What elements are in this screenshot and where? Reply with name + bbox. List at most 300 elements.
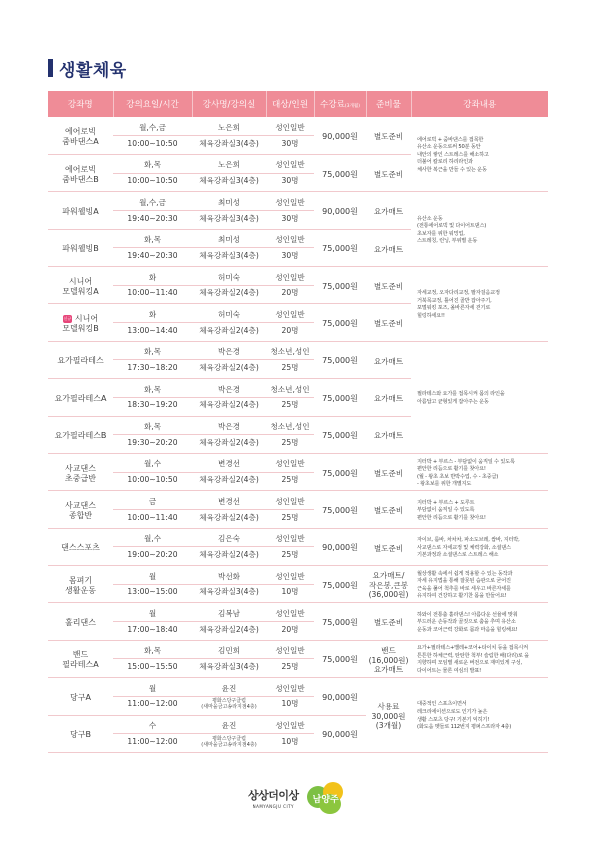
class-time-line: 19:00~20:20 [127, 549, 178, 559]
class-room [192, 584, 266, 603]
class-name-line: 에어로빅 [65, 164, 96, 174]
class-description [411, 117, 548, 192]
class-name [48, 491, 113, 528]
class-room-line: 체육강좌실3(4층) [199, 250, 259, 260]
table-row [48, 491, 548, 510]
class-capacity-line: 30명 [281, 213, 299, 223]
class-teacher [192, 229, 266, 248]
class-name-line: 요가필라테스 [57, 356, 104, 366]
class-fee [314, 491, 366, 528]
class-description-line: (월 - 왕초 초보 반박수업, 수 - 초중급) [417, 473, 499, 480]
class-capacity [266, 435, 314, 454]
class-teacher [192, 416, 266, 435]
class-room [192, 472, 266, 491]
table-row [48, 678, 548, 697]
class-target-line: 성인일반 [275, 683, 305, 693]
class-description-line: 자세교정, 오자다리교정, 팔자걸음교정 [417, 290, 500, 297]
class-days [113, 304, 192, 323]
class-capacity [266, 734, 314, 753]
class-teacher-line: 변경선 [217, 496, 240, 506]
class-fee [314, 603, 366, 640]
class-room-line: 평화스당구클럽 [212, 698, 246, 705]
class-fee-line: 75,000원 [322, 431, 358, 441]
class-target [266, 229, 314, 248]
class-description-line: 포멀워킹 포즈, 올바른자세 걷기로 [417, 305, 491, 312]
class-time [113, 435, 192, 454]
class-description-line: 요가+필라테스+밸레+코어+타이치 등을 접목시켜 [417, 645, 528, 652]
class-fee [314, 304, 366, 341]
class-capacity-line: 20명 [281, 288, 299, 298]
class-fee-line: 90,000원 [322, 543, 358, 553]
class-fee [314, 379, 366, 416]
section-title [48, 58, 127, 81]
class-fee-line: 75,000원 [322, 281, 358, 291]
class-name-line: 모델워킹A [62, 286, 99, 296]
class-days-line: 화,목 [143, 422, 162, 432]
class-name-line: 시니어 [74, 314, 99, 324]
class-capacity-line: 25명 [281, 475, 299, 485]
class-description-line: 편안한 리듬으로 활기를 찾아요! [417, 466, 486, 473]
class-room [192, 435, 266, 454]
class-name-line: 파워웰빙B [62, 244, 99, 254]
title-bar [48, 59, 53, 77]
class-name [48, 154, 113, 191]
class-fee-line: 75,000원 [322, 244, 358, 254]
class-teacher-line: 노은희 [217, 122, 240, 132]
class-room [192, 734, 266, 753]
class-teacher [192, 154, 266, 173]
class-capacity-line: 25명 [281, 363, 299, 373]
table-row [48, 267, 548, 286]
class-target [266, 528, 314, 547]
namyangju-logo-text: 남양주 [312, 795, 339, 805]
class-fee [314, 640, 366, 677]
header-fee [314, 91, 366, 117]
class-name-line: 사교댄스 [65, 463, 96, 473]
class-time-line: 19:30~20:20 [127, 437, 178, 447]
class-target-line: 성인일반 [275, 459, 305, 469]
class-room [192, 323, 266, 342]
class-time-line: 19:40~20:30 [127, 213, 178, 223]
class-description-line: 레크리에이션으로도 인기가 높은 [417, 708, 488, 715]
class-capacity-line: 10명 [281, 587, 299, 597]
city-slogan-sub: NAMYANGJU CITY [252, 804, 295, 809]
class-fee-line: 75,000원 [322, 169, 358, 179]
class-time [113, 584, 192, 603]
class-capacity-line: 25명 [281, 662, 299, 672]
class-description-line: 지터박 + 부르스 + 도루트 [417, 499, 475, 506]
class-description-line: 하와이 전통춤 훌라댄스! 아름다운 선율에 맞춰 [417, 611, 518, 618]
class-name [48, 715, 113, 752]
class-days-line: 화 [148, 272, 157, 282]
city-slogan-logo [248, 787, 299, 809]
class-prep-line: 별도준비 [373, 319, 404, 329]
class-fee [314, 528, 366, 565]
class-target [266, 192, 314, 211]
class-description [411, 341, 548, 453]
class-teacher [192, 640, 266, 659]
class-target [266, 267, 314, 286]
class-capacity-line: 25명 [281, 512, 299, 522]
class-time [113, 248, 192, 267]
table-row [48, 528, 548, 547]
class-name-line: 요가필라테스A [54, 393, 107, 403]
billiards-prep [366, 678, 411, 753]
class-name-line: 요가필라테스B [54, 431, 107, 441]
class-time [113, 547, 192, 566]
class-days [113, 453, 192, 472]
class-teacher [192, 528, 266, 547]
class-room-line: 체육강좌실2(4층) [199, 475, 259, 485]
class-target-line: 성인일반 [275, 272, 305, 282]
class-capacity [266, 509, 314, 528]
class-name-line: 모델워킹B [62, 324, 99, 334]
class-name [48, 603, 113, 640]
class-time-line: 13:00~15:00 [127, 587, 178, 597]
class-target [266, 566, 314, 585]
class-room [192, 509, 266, 528]
class-time [113, 360, 192, 379]
class-days [113, 154, 192, 173]
class-target-line: 성인일반 [275, 160, 305, 170]
billiards-prep-line: (3개월) [375, 721, 402, 731]
class-fee-line: 75,000원 [322, 468, 358, 478]
class-teacher-line: 노은희 [217, 160, 240, 170]
class-capacity [266, 584, 314, 603]
header-time: 강의요일/시간 [113, 91, 192, 117]
class-fee-line: 75,000원 [322, 618, 358, 628]
class-name [48, 416, 113, 453]
class-prep [366, 304, 411, 341]
class-days [113, 117, 192, 136]
class-room-line: 체육강좌실3(4층) [199, 662, 259, 672]
class-target-line: 성인일반 [275, 721, 305, 731]
class-description-line: 근육을 풀어 척추를 바로 세우고 바른자세를 [417, 585, 511, 592]
class-target [266, 453, 314, 472]
class-fee [314, 267, 366, 304]
class-target-line: 성인일반 [275, 122, 305, 132]
class-description [411, 192, 548, 267]
class-target-line: 성인일반 [275, 608, 305, 618]
class-teacher [192, 603, 266, 622]
class-description-line: - 왕초보를 위한 개별지도 [417, 481, 472, 488]
class-description-line: 대중적인 스포츠이면서 [417, 701, 467, 708]
class-teacher-line: 최미성 [217, 235, 240, 245]
class-time [113, 696, 192, 715]
class-teacher-line: 박은경 [217, 384, 240, 394]
class-name [48, 678, 113, 715]
class-target [266, 341, 314, 360]
class-room [192, 285, 266, 304]
table-row [48, 566, 548, 585]
class-prep [366, 154, 411, 191]
city-slogan-text: 상상더이상 [248, 789, 299, 802]
class-room-line: (새마을금고송라지점4층) [201, 741, 257, 748]
class-time [113, 397, 192, 416]
class-time-line: 10:00~10:50 [127, 138, 178, 148]
class-room-line: (새마을금고송라지점4층) [201, 704, 257, 711]
class-capacity [266, 659, 314, 678]
class-time-line: 10:00~11:40 [127, 512, 178, 522]
class-name [48, 566, 113, 603]
class-time-line: 10:00~11:40 [127, 288, 178, 298]
footer-logos [248, 778, 347, 818]
class-target [266, 715, 314, 734]
class-fee [314, 566, 366, 603]
class-room-line: 체육강좌실2(4층) [199, 512, 259, 522]
class-description-line: 필라테스와 요가를 접목시켜 몸의 라인을 [417, 391, 505, 398]
class-target-line: 청소년,성인 [270, 422, 310, 432]
class-time [113, 472, 192, 491]
class-room-line: 체육강좌실3(4층) [199, 138, 259, 148]
class-name-line: 파워웰빙A [62, 206, 99, 216]
class-description-line: 지터박 + 부르스 - 부담없이 움직일 수 있도록 [417, 458, 515, 465]
class-fee [314, 453, 366, 490]
class-days-line: 월,수 [143, 534, 162, 544]
class-target [266, 603, 314, 622]
class-name [48, 267, 113, 304]
class-name [48, 117, 113, 154]
class-teacher [192, 453, 266, 472]
table-row [48, 192, 548, 211]
class-target-line: 성인일반 [275, 646, 305, 656]
class-room-line: 체육강좌실2(4층) [199, 549, 259, 559]
class-target [266, 678, 314, 697]
class-name-line: 당구B [70, 730, 91, 740]
class-prep-line: 별도준비 [373, 281, 404, 291]
class-description-line: 생활 스포츠 당구! 기본기 익히기! [417, 716, 490, 723]
class-description-line: 힐링하세요!! [417, 312, 445, 319]
class-fee-line: 90,000원 [322, 206, 358, 216]
class-room-line: 체육강좌실2(4층) [199, 288, 259, 298]
class-room-line: 체육강좌실2(4층) [199, 437, 259, 447]
table-row [48, 640, 548, 659]
class-description-line: 유산소 운동 [417, 215, 443, 222]
class-fee-line: 75,000원 [322, 655, 358, 665]
class-target-line: 성인일반 [275, 309, 305, 319]
class-prep [366, 341, 411, 378]
class-teacher [192, 678, 266, 697]
class-teacher-line: 최미성 [217, 197, 240, 207]
class-days-line: 화,목 [143, 384, 162, 394]
class-days [113, 603, 192, 622]
class-capacity [266, 248, 314, 267]
class-days [113, 341, 192, 360]
class-teacher-line: 변경선 [217, 459, 240, 469]
class-room-line: 체육강좌실2(4층) [199, 363, 259, 373]
class-days [113, 416, 192, 435]
page-title: 생활체육 [59, 60, 127, 81]
class-days-line: 월,수,금 [139, 197, 166, 207]
table-body [48, 117, 548, 752]
class-name-line: 종합반 [68, 510, 93, 520]
class-fee [314, 341, 366, 378]
class-description [411, 640, 548, 677]
class-prep [366, 528, 411, 565]
class-prep-line: 별도준비 [373, 169, 404, 179]
class-days [113, 678, 192, 697]
class-name-line: 줌바댄스B [62, 174, 99, 184]
billiards-prep-line: 사용료 [377, 702, 400, 712]
class-description [411, 453, 548, 490]
class-capacity [266, 136, 314, 155]
class-name [48, 229, 113, 266]
class-name-line: 생활운동 [65, 585, 96, 595]
class-fee-line: 75,000원 [322, 356, 358, 366]
class-days [113, 528, 192, 547]
class-prep-line: 요가매트 [373, 665, 404, 675]
class-time-line: 11:00~12:00 [127, 699, 178, 709]
class-name-line: 초중급반 [65, 473, 96, 483]
class-teacher-line: 김복남 [217, 608, 240, 618]
class-days-line: 화 [148, 309, 157, 319]
class-teacher-line: 윤진 [221, 721, 237, 731]
class-days [113, 192, 192, 211]
class-description-line: 초보자를 위한 워밍업, [417, 230, 465, 237]
header-desc: 강좌내용 [411, 91, 548, 117]
class-time [113, 323, 192, 342]
class-target-line: 청소년,성인 [270, 384, 310, 394]
class-teacher [192, 566, 266, 585]
class-days-line: 월 [148, 571, 157, 581]
class-capacity-line: 25명 [281, 437, 299, 447]
class-name [48, 341, 113, 378]
class-days-line: 금 [148, 496, 157, 506]
class-name [48, 192, 113, 229]
class-name-line: 줌바댄스A [62, 136, 99, 146]
class-description-line: 내안의 쌓인 스트레스를 해소하고 [417, 151, 489, 158]
class-prep-line: 요가매트 [373, 431, 404, 441]
class-teacher-line: 김민희 [217, 646, 240, 656]
class-fee [314, 416, 366, 453]
class-capacity [266, 323, 314, 342]
class-prep [366, 566, 411, 603]
class-fee-line: 75,000원 [322, 505, 358, 515]
class-fee [314, 117, 366, 154]
class-capacity [266, 360, 314, 379]
class-prep [366, 229, 411, 266]
class-room [192, 248, 266, 267]
table-row [48, 341, 548, 360]
class-description-line: 에어로빅 + 줌바댄스를 접목한 [417, 136, 484, 143]
class-target-line: 성인일반 [275, 496, 305, 506]
class-room-line: 체육강좌실3(4층) [199, 213, 259, 223]
table-row [48, 117, 548, 136]
class-description-line: 유지하여 건강하고 활기찬 몸을 만들어요! [417, 593, 507, 600]
class-target [266, 304, 314, 323]
class-time [113, 210, 192, 229]
class-fee [314, 154, 366, 191]
class-teacher [192, 192, 266, 211]
class-teacher-line: 박은경 [217, 422, 240, 432]
class-days-line: 월,수 [143, 459, 162, 469]
class-teacher-line: 허미숙 [217, 309, 240, 319]
class-capacity-line: 10명 [281, 736, 299, 746]
class-prep [366, 491, 411, 528]
class-name-line: 댄스스포츠 [61, 543, 100, 553]
class-name-line: 에어로빅 [65, 126, 96, 136]
class-time-line: 15:00~15:50 [127, 662, 178, 672]
class-description-line: 자세 유지법을 통해 잘못된 습관으로 굳어진 [417, 578, 511, 585]
class-description-line: 부담없이 움직일 수 있도록 [417, 507, 475, 514]
class-description-line: (화도읍 멧들로 112번지 평퍼스프라자 4층) [417, 724, 512, 731]
class-room [192, 210, 266, 229]
class-days [113, 229, 192, 248]
class-days-line: 화,목 [143, 235, 162, 245]
class-capacity-line: 30명 [281, 176, 299, 186]
new-badge-icon: 신규 [63, 315, 72, 321]
class-room [192, 696, 266, 715]
class-prep-line: 밴드 [381, 646, 396, 656]
class-room [192, 173, 266, 192]
class-capacity-line: 10명 [281, 699, 299, 709]
class-prep [366, 453, 411, 490]
class-target-line: 성인일반 [275, 571, 305, 581]
class-name-line: 필라테스A [62, 660, 99, 670]
class-name-line: 당구A [70, 692, 91, 702]
class-target [266, 491, 314, 510]
class-capacity-line: 25명 [281, 400, 299, 410]
class-description-line: 체사한 복근을 만들 수 있는 운동 [417, 166, 487, 173]
table-row [48, 603, 548, 622]
class-capacity-line: 30명 [281, 138, 299, 148]
class-capacity-line: 20명 [281, 624, 299, 634]
class-prep [366, 117, 411, 154]
class-days [113, 267, 192, 286]
class-capacity [266, 472, 314, 491]
class-room [192, 547, 266, 566]
class-name-line: 훌리댄스 [65, 618, 96, 628]
class-description-line: 튼튼한 하체근력, 탄탄한 척부! 슬림한 배(다리)로 을 [417, 652, 529, 659]
class-time [113, 659, 192, 678]
class-target [266, 117, 314, 136]
class-days-line: 화,목 [143, 160, 162, 170]
class-description-line: 부드러운 손동작과 골짓으로 춤을 추며 유산소 [417, 619, 516, 626]
class-prep-line: 별도준비 [373, 132, 404, 142]
class-days-line: 월,수,금 [139, 122, 166, 132]
table-row [48, 453, 548, 472]
class-description-line: 편안한 리듬으로 활기를 찾아요! [417, 514, 486, 521]
class-prep-line: 요가매트 [373, 356, 404, 366]
class-fee [314, 192, 366, 229]
class-time-line: 17:00~18:40 [127, 624, 178, 634]
class-prep-line: 별도준비 [373, 618, 404, 628]
class-fee-line: 75,000원 [322, 393, 358, 403]
class-time-line: 17:30~18:20 [127, 363, 178, 373]
class-capacity [266, 397, 314, 416]
class-fee [314, 229, 366, 266]
class-room-line: 체육강좌실2(4층) [199, 400, 259, 410]
class-capacity [266, 285, 314, 304]
class-days-line: 월 [148, 683, 157, 693]
class-time-line: 19:40~20:30 [127, 250, 178, 260]
class-name [48, 453, 113, 490]
class-target-line: 성인일반 [275, 197, 305, 207]
class-description-line: 유산소 운동으로써 50분 동안 [417, 144, 481, 151]
class-teacher-line: 김은숙 [217, 534, 240, 544]
class-prep-line: (16,000원) [368, 655, 409, 665]
class-capacity [266, 173, 314, 192]
class-description-line: 지향하며 모임별 새로운 버전으로 재미있게 구성, [417, 660, 522, 667]
class-fee-line: 90,000원 [322, 692, 358, 702]
class-capacity [266, 547, 314, 566]
class-capacity-line: 20명 [281, 325, 299, 335]
class-room [192, 622, 266, 641]
class-description-line: 월상생활 속에서 쉽게 적용할 수 있는 동작과 [417, 570, 513, 577]
class-teacher-line: 허미숙 [217, 272, 240, 282]
class-time [113, 734, 192, 753]
class-name-line: 몸펴기 [68, 575, 93, 585]
